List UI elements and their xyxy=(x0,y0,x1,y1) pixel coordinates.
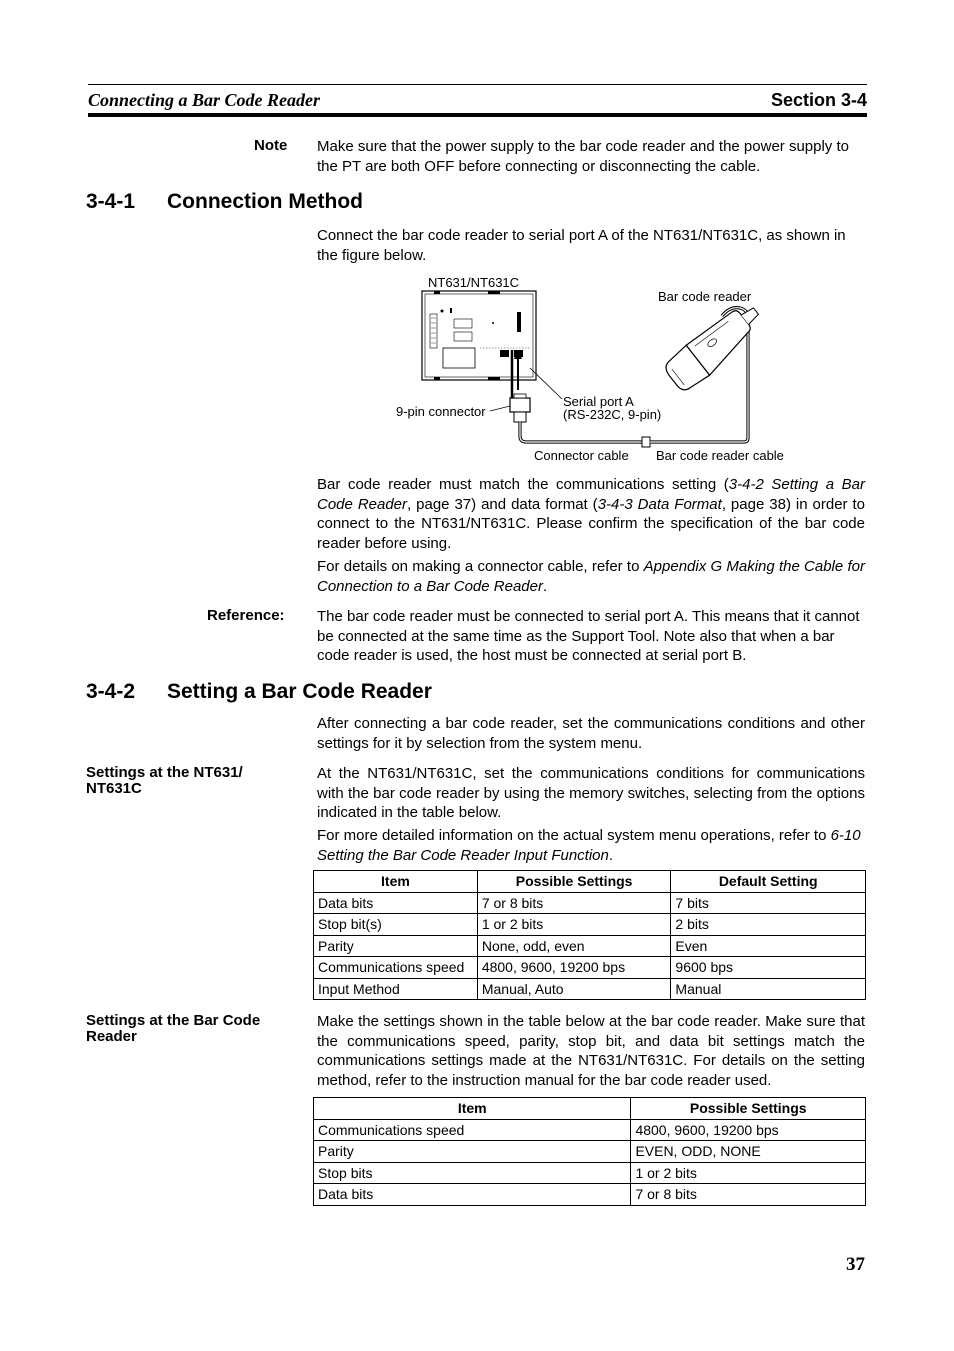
table-header-row xyxy=(314,871,866,893)
running-header-section: Section 3-4 xyxy=(770,90,867,110)
section-title: Connection Method xyxy=(167,190,363,213)
table-cell: Manual xyxy=(671,978,866,1000)
nt-settings-label: Settings at the NT631/ NT631C xyxy=(86,764,243,797)
table-cell: 4800, 9600, 19200 bps xyxy=(477,957,671,979)
table-row xyxy=(314,1141,866,1163)
table-row xyxy=(314,1162,866,1184)
table-cell: Parity xyxy=(314,1141,631,1163)
table-row xyxy=(314,978,866,1000)
cross-reference-6-10[interactable]: 6-10 Setting the Bar Code Reader Input Function xyxy=(317,827,861,864)
figure-label-9pin: 9-pin connector xyxy=(396,404,486,419)
table-cell: Parity xyxy=(314,935,478,957)
figure-label-port-spec: (RS-232C, 9-pin) xyxy=(563,407,662,422)
column-header: Default Setting xyxy=(671,871,866,893)
table-cell: EVEN, ODD, NONE xyxy=(631,1141,866,1163)
table-cell: 9600 bps xyxy=(671,957,866,979)
table-cell: Data bits xyxy=(314,892,478,914)
section-number: 3-4-1 xyxy=(86,190,136,213)
cable-paragraph: For details on making a connector cable, refer to Appendix G Making the Cable for Connection to a Bar Code Reader. xyxy=(317,558,865,595)
note-text: Make sure that the power supply to the bar code reader and the power supply to the PT are both OFF before connecting or disconnecting the cable. xyxy=(317,138,849,175)
section-title: Setting a Bar Code Reader xyxy=(167,680,432,703)
reference-label: Reference: xyxy=(207,607,285,624)
system-menu-paragraph: For more detailed information on the actual system menu operations, refer to 6-10 Setting the Bar Code Reader Input Function. xyxy=(317,827,861,864)
nt-settings-paragraph: At the NT631/NT631C, set the communications conditions for communications with the bar code reader by using the memory switches, selecting from the options indicated in the table below. xyxy=(317,765,865,821)
bc-settings-paragraph: Make the settings shown in the table below at the bar code reader. Make sure that the communications speed, parity, stop bit, and data bit settings match the communications settings made at the NT631/NT631C. For details on the setting method, refer to the instruction manual for the bar code reader used. xyxy=(317,1013,865,1089)
figure-label-port-a: Serial port A xyxy=(563,394,634,409)
connection-intro: Connect the bar code reader to serial port A of the NT631/NT631C, as shown in the figure below. xyxy=(317,227,846,264)
reference-text: The bar code reader must be connected to serial port A. This means that it cannot be connected at the same time as the Support Tool. Note also that when a bar code reader is used, the host must be connected at serial port B. xyxy=(317,608,860,664)
table-row xyxy=(314,957,866,979)
table-cell: 7 or 8 bits xyxy=(477,892,671,914)
table-cell: 7 bits xyxy=(671,892,866,914)
column-header: Possible Settings xyxy=(631,1098,866,1120)
running-header-title: Connecting a Bar Code Reader xyxy=(88,90,321,110)
figure-label-reader: Bar code reader xyxy=(658,289,752,304)
setting-intro: After connecting a bar code reader, set the communications conditions and other settings for it by selection from the system menu. xyxy=(317,715,865,752)
table-cell: Communications speed xyxy=(314,957,478,979)
table-cell: Even xyxy=(671,935,866,957)
table-cell: 1 or 2 bits xyxy=(477,914,671,936)
bc-settings-label: Settings at the Bar Code Reader xyxy=(86,1012,261,1045)
table-row xyxy=(314,1119,866,1141)
page-number: 37 xyxy=(846,1254,865,1275)
cross-reference-format[interactable]: 3-4-3 Data Format xyxy=(597,495,722,513)
table-cell: 7 or 8 bits xyxy=(631,1184,866,1206)
table-cell: Data bits xyxy=(314,1184,631,1206)
table-cell: Input Method xyxy=(314,978,478,1000)
section-heading-3-4-2 xyxy=(86,680,432,704)
column-header: Item xyxy=(314,1098,631,1120)
section-heading-3-4-1 xyxy=(86,190,363,214)
column-header: Item xyxy=(314,871,478,893)
figure-label-pt: NT631/NT631C xyxy=(428,275,520,290)
column-header: Possible Settings xyxy=(477,871,671,893)
setting-paragraph: Bar code reader must match the communications setting (3-4-2 Setting a Bar Code Reader, page 37) and data format (3-4-3 Data Format, page 38) in order to connect to the NT631/NT631C. Please confirm the specification of the bar code reader before using. xyxy=(317,476,865,552)
note-label: Note xyxy=(254,137,288,154)
nt-settings-table xyxy=(313,870,866,1000)
table-cell: 1 or 2 bits xyxy=(631,1162,866,1184)
table-header-row xyxy=(314,1098,866,1120)
table-row xyxy=(314,935,866,957)
table-cell: 4800, 9600, 19200 bps xyxy=(631,1119,866,1141)
bc-settings-table xyxy=(313,1097,866,1206)
figure-label-connector-cable: Connector cable xyxy=(534,448,629,463)
section-number: 3-4-2 xyxy=(86,680,136,703)
header-rule-bottom xyxy=(88,113,867,117)
header-rule-top xyxy=(88,84,867,85)
table-row xyxy=(314,914,866,936)
figure-label-reader-cable: Bar code reader cable xyxy=(656,448,784,463)
cross-reference-appendix-g[interactable]: Appendix G Making the Cable for Connection to a Bar Code Reader xyxy=(317,558,865,595)
table-cell: Communications speed xyxy=(314,1119,631,1141)
table-row xyxy=(314,892,866,914)
table-cell: None, odd, even xyxy=(477,935,671,957)
connection-diagram xyxy=(380,286,800,456)
table-cell: Stop bits xyxy=(314,1162,631,1184)
bar-code-reader-drawing xyxy=(661,298,770,394)
table-cell: 2 bits xyxy=(671,914,866,936)
table-cell: Manual, Auto xyxy=(477,978,671,1000)
table-row xyxy=(314,1184,866,1206)
cross-reference-setting[interactable]: 3-4-2 Setting a Bar Code Reader xyxy=(317,476,865,513)
table-cell: Stop bit(s) xyxy=(314,914,478,936)
